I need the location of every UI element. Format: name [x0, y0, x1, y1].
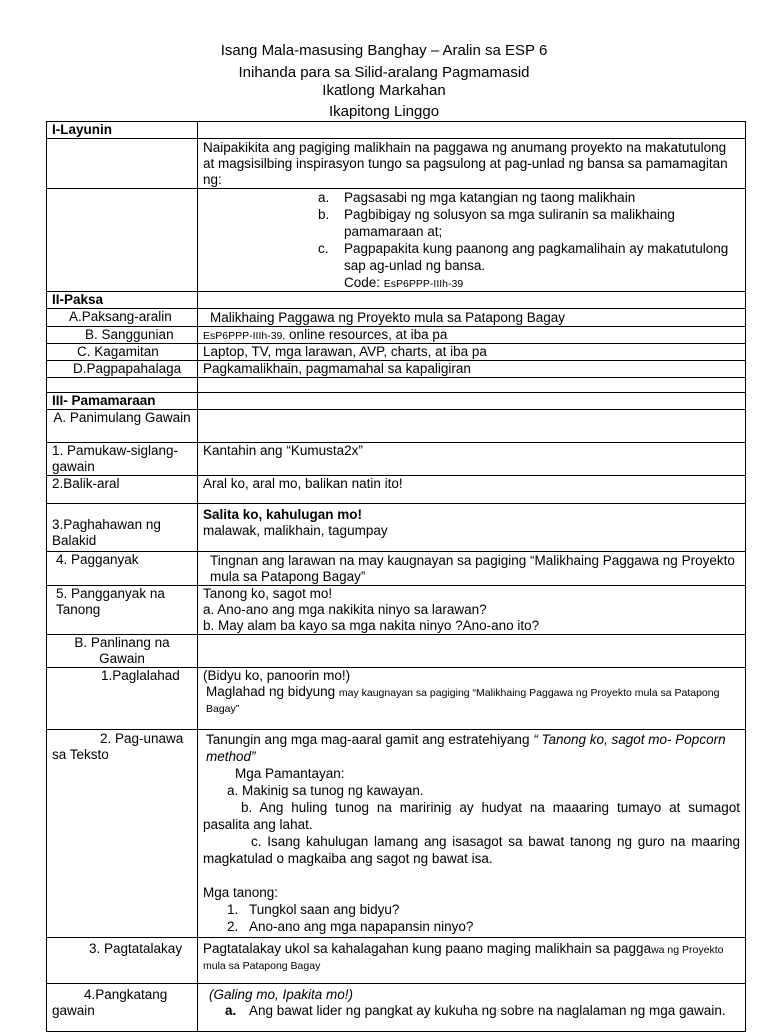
- table-row: [47, 309, 746, 327]
- pamantayan-b: b. Ang huling tunog na maririnig ay hudyat na maaaring tumayo at sumagot pasalita ang lahat.: [203, 800, 740, 832]
- table-row: [47, 984, 746, 1032]
- kagamitan-label: C. Kagamitan: [47, 344, 198, 361]
- header-quarter: Ikatlong Markahan: [322, 82, 446, 99]
- layunin-intro: Naipakikita ang pagiging malikhain na paggawa ng anumang proyekto na makatutulong at magsisilbing inspirasyon tungo sa pagsulong at pag-unlad ng bansa sa pamamagitan ng:: [198, 139, 746, 189]
- paglalahad-content: [198, 668, 746, 730]
- pamantayan-title: Mga Pamantayan:: [235, 766, 345, 781]
- paksa-value: Malikhaing Paggawa ng Proyekto mula sa Patapong Bagay: [198, 309, 746, 327]
- table-row: [47, 730, 746, 938]
- section-heading-pamamaraan: III- Pamamaraan: [47, 393, 198, 410]
- tanong-title: Mga tanong:: [203, 885, 279, 900]
- paghahawan-label: 3.Paghahawan ng Balakid: [47, 504, 198, 552]
- pangkatang-gawain-label: 4.Pangkatang gawain: [47, 984, 198, 1032]
- pag-unawa-content: [198, 730, 746, 938]
- table-row: [47, 139, 746, 189]
- table-row: [47, 668, 746, 730]
- pangganyak-title: Tanong ko, sagot mo!: [203, 586, 333, 601]
- pag-unawa-intro: Tanungin ang mga mag-aaral gamit ang estratehiyang “ Tanong ko, sagot mo- Popcorn method”: [206, 732, 726, 764]
- table-row: [47, 635, 746, 668]
- paglalahad-label: 1.Paglalahad: [47, 668, 198, 730]
- paghahawan-title: Salita ko, kahulugan mo!: [203, 507, 363, 522]
- table-row: [47, 344, 746, 361]
- table-row: [47, 122, 746, 139]
- paglalahad-line2: Maglahad ng bidyung may kaugnayan sa pagiging “Malikhaing Paggawa ng Proyekto mula sa Patapong Bagay”: [206, 684, 720, 715]
- table-row: [47, 552, 746, 586]
- pagganyak-value: Tingnan ang larawan na may kaugnayan sa pagiging “Malikhaing Paggawa ng Proyekto mula sa Patapong Bagay”: [198, 552, 746, 586]
- list-item: b. Pagbibigay ng solusyon sa mga suliranin sa malikhaing pamamaraan at;: [318, 207, 675, 239]
- balik-aral-value: Aral ko, aral mo, balikan natin ito!: [198, 476, 746, 504]
- pangganyak-question-b: b. May alam ba kayo sa mga nakita ninyo ?Ano-ano ito?: [203, 618, 540, 633]
- pamukaw-value: Kantahin ang “Kumusta2x”: [198, 443, 746, 476]
- section-heading-layunin: I-Layunin: [47, 122, 198, 139]
- table-row: [47, 378, 746, 393]
- balik-aral-label: 2.Balik-aral: [47, 476, 198, 504]
- table-row: [47, 476, 746, 504]
- section-heading-paksa: II-Paksa: [47, 292, 198, 309]
- pagganyak-label: 4. Pagganyak: [47, 552, 198, 586]
- table-row: [47, 410, 746, 443]
- pangkatang-content: [198, 984, 746, 1032]
- panlinang-gawain-label: B. Panlinang na Gawain: [47, 635, 198, 668]
- pagpapahalaga-value: Pagkamalikhain, pagmamahal sa kapaligiran: [198, 361, 746, 378]
- header-title: Isang Mala-masusing Banghay – Aralin sa ESP 6: [220, 42, 548, 59]
- pangganyak-content: [198, 586, 746, 635]
- tanong-list: [203, 901, 740, 935]
- pamantayan-c: c. Isang kahulugan lamang ang isasagot sa bawat tanong ng guro na maaring magkatulad o magkaiba ang sagot ng bawat isa.: [203, 834, 740, 866]
- pamukaw-label: 1. Pamukaw-siglang-gawain: [47, 443, 198, 476]
- list-item: 1. Tungkol saan ang bidyu?: [227, 902, 400, 917]
- list-item: 2. Ano-ano ang mga napapansin ninyo?: [227, 919, 474, 934]
- table-row: [47, 189, 746, 292]
- table-row: [47, 504, 746, 552]
- lesson-plan-table: [46, 121, 746, 1032]
- header-week: Ikapitong Linggo: [328, 103, 440, 120]
- pagtatalakay-label: 3. Pagtatalakay: [47, 938, 198, 984]
- paghahawan-content: [198, 504, 746, 552]
- pangkatang-item-a: a. Ang bawat lider ng pangkat ay kukuha ng sobre na naglalaman ng mga gawain.: [225, 1003, 726, 1018]
- kagamitan-value: Laptop, TV, mga larawan, AVP, charts, at iba pa: [198, 344, 746, 361]
- panimulang-gawain-label: A. Panimulang Gawain: [47, 410, 198, 443]
- paglalahad-line1: (Bidyu ko, panoorin mo!): [203, 668, 351, 683]
- table-row: [47, 938, 746, 984]
- table-row: [47, 327, 746, 344]
- paksa-label: A.Paksang-aralin: [47, 309, 198, 327]
- list-item: c. Pagpapakita kung paanong ang pagkamalihain ay makatutulong sap ag-unlad ng bansa.: [318, 241, 729, 273]
- code-value: EsP6PPP-IIIh-39: [383, 278, 464, 290]
- table-row: [47, 292, 746, 309]
- header-subtitle: Inihanda para sa Silid-aralang Pagmamasid: [238, 64, 530, 81]
- pangkatang-title: (Galing mo, Ipakita mo!): [209, 987, 354, 1002]
- list-item: a. Pagsasabi ng mga katangian ng taong malikhain: [318, 190, 636, 205]
- table-row: [47, 586, 746, 635]
- pangganyak-label: 5. Pangganyak na Tanong: [47, 586, 198, 635]
- paghahawan-words: malawak, malikhain, tagumpay: [203, 523, 388, 538]
- sanggunian-label: B. Sanggunian: [47, 327, 198, 344]
- pangganyak-question-a: a. Ano-ano ang mga nakikita ninyo sa larawan?: [203, 602, 487, 617]
- pagpapahalaga-label: D.Pagpapahalaga: [47, 361, 198, 378]
- objectives-list: [203, 189, 740, 291]
- code-label: Code:: [344, 275, 381, 290]
- table-row: [47, 393, 746, 410]
- pag-unawa-label: 2. Pag-unawa sa Teksto: [47, 730, 198, 938]
- pamantayan-a: a. Makinig sa tunog ng kawayan.: [227, 783, 424, 798]
- sanggunian-value: EsP6PPP-IIIh-39, online resources, at iba pa: [198, 327, 746, 344]
- layunin-objectives: [198, 189, 746, 292]
- table-row: [47, 361, 746, 378]
- table-row: [47, 443, 746, 476]
- pagtatalakay-content: Pagtatalakay ukol sa kahalagahan kung paano maging malikhain sa paggawa ng Proyekto mula sa Patapong Bagay: [198, 938, 746, 984]
- list-item: [318, 274, 740, 291]
